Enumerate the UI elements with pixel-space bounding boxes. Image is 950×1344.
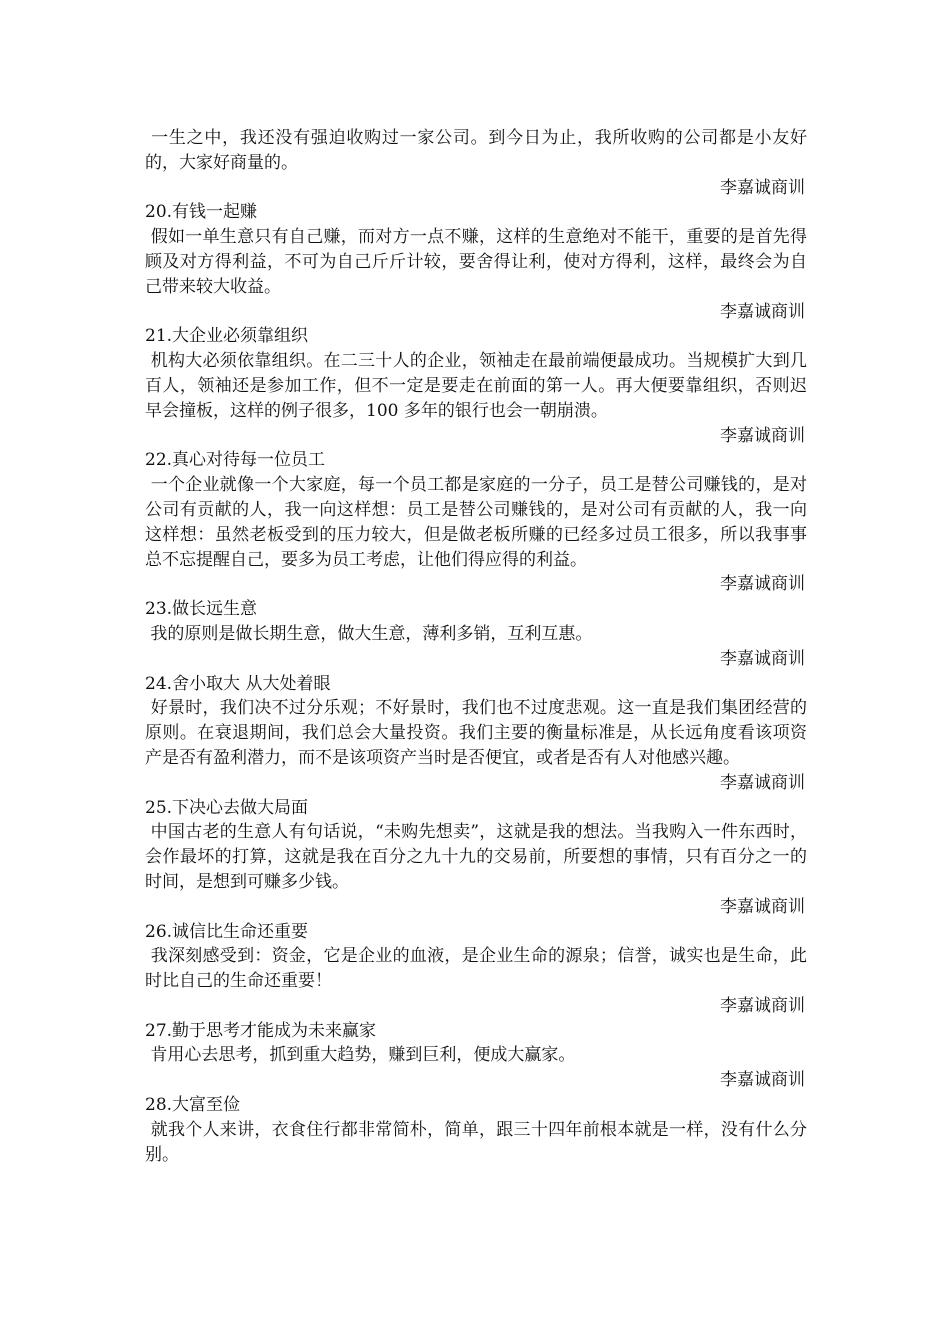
section-title: 23.做长远生意 xyxy=(145,599,258,620)
section-paragraph xyxy=(145,473,807,572)
section-paragraph xyxy=(145,1118,807,1168)
section-title: 21.大企业必须靠组织 xyxy=(145,326,309,347)
signature: 李嘉诚商训 xyxy=(720,301,805,322)
section-paragraph xyxy=(145,696,807,770)
intro-paragraph xyxy=(145,126,807,176)
section-text: 机构大必须依靠组织。在二三十人的企业，领袖走在最前端便最成功。当规模扩大到几百人，领袖还是参加工作，但不一定是要走在前面的第一人。再大便要靠组织，否则迟早会撞板，这样的例子很多，100 多年的银行也会一朝崩溃。 xyxy=(145,351,808,421)
section-text: 好景时，我们决不过分乐观；不好景时，我们也不过度悲观。这一直是我们集团经营的原则。在衰退期间，我们总会大量投资。我们主要的衡量标准是，从长远角度看该项资产是否有盈利潜力，而不是该项资产当时是否便宜，或者是否有人对他感兴趣。 xyxy=(145,698,808,768)
section-title: 20.有钱一起赚 xyxy=(145,202,258,223)
section-title: 25.下决心去做大局面 xyxy=(145,797,309,818)
signature: 李嘉诚商训 xyxy=(720,1070,805,1091)
section-paragraph xyxy=(145,349,807,423)
section-text: 假如一单生意只有自己赚，而对方一点不赚，这样的生意绝对不能干，重要的是首先得顾及对方得利益，不可为自己斤斤计较，要舍得让利，使对方得利，这样，最终会为自己带来较大收益。 xyxy=(145,227,808,297)
section-paragraph xyxy=(145,820,807,894)
section-text: 我深刻感受到：资金，它是企业的血液，是企业生命的源泉；信誉，诚实也是生命，此时比自己的生命还重要！ xyxy=(145,946,808,992)
section-paragraph xyxy=(145,1043,807,1068)
section-paragraph xyxy=(145,944,807,994)
signature: 李嘉诚商训 xyxy=(720,425,805,446)
section-text: 肯用心去思考，抓到重大趋势，赚到巨利，便成大赢家。 xyxy=(150,1045,576,1066)
signature: 李嘉诚商训 xyxy=(720,574,805,595)
section-text: 就我个人来讲，衣食住行都非常简朴，简单，跟三十四年前根本就是一样，没有什么分别。 xyxy=(145,1119,808,1165)
section-title: 27.勤于思考才能成为未来赢家 xyxy=(145,1020,377,1041)
signature: 李嘉诚商训 xyxy=(720,177,805,198)
signature: 李嘉诚商训 xyxy=(720,772,805,793)
section-text: 我的原则是做长期生意，做大生意，薄利多销，互利互惠。 xyxy=(150,623,593,644)
section-title: 24.舍小取大 从大处着眼 xyxy=(145,673,331,694)
section-paragraph xyxy=(145,622,807,647)
section-title: 22.真心对待每一位员工 xyxy=(145,450,326,471)
section-text: 一个企业就像一个大家庭，每一个员工都是家庭的一分子，员工是替公司赚钱的，是对公司有贡献的人，我一向这样想：员工是替公司赚钱的，是对公司有贡献的人，我一向这样想：虽然老板受到的压力较大，但是做老板所赚的已经多过员工很多，所以我事事总不忘提醒自己，要多为员工考虑，让他们得应得的利益。 xyxy=(145,475,808,570)
document-body xyxy=(145,126,807,1167)
signature: 李嘉诚商训 xyxy=(720,648,805,669)
section-paragraph xyxy=(145,225,807,299)
signature: 李嘉诚商训 xyxy=(720,995,805,1016)
section-text: 中国古老的生意人有句话说，“未购先想卖”，这就是我的想法。当我购入一件东西时，会作最坏的打算，这就是我在百分之九十九的交易前，所要想的事情，只有百分之一的时间，是想到可赚多少钱。 xyxy=(145,822,807,892)
section-title: 28.大富至俭 xyxy=(145,1095,241,1116)
section-title: 26.诚信比生命还重要 xyxy=(145,921,309,942)
intro-text: 一生之中，我还没有强迫收购过一家公司。到今日为止，我所收购的公司都是小友好的，大家好商量的。 xyxy=(145,128,808,173)
signature: 李嘉诚商训 xyxy=(720,896,805,917)
